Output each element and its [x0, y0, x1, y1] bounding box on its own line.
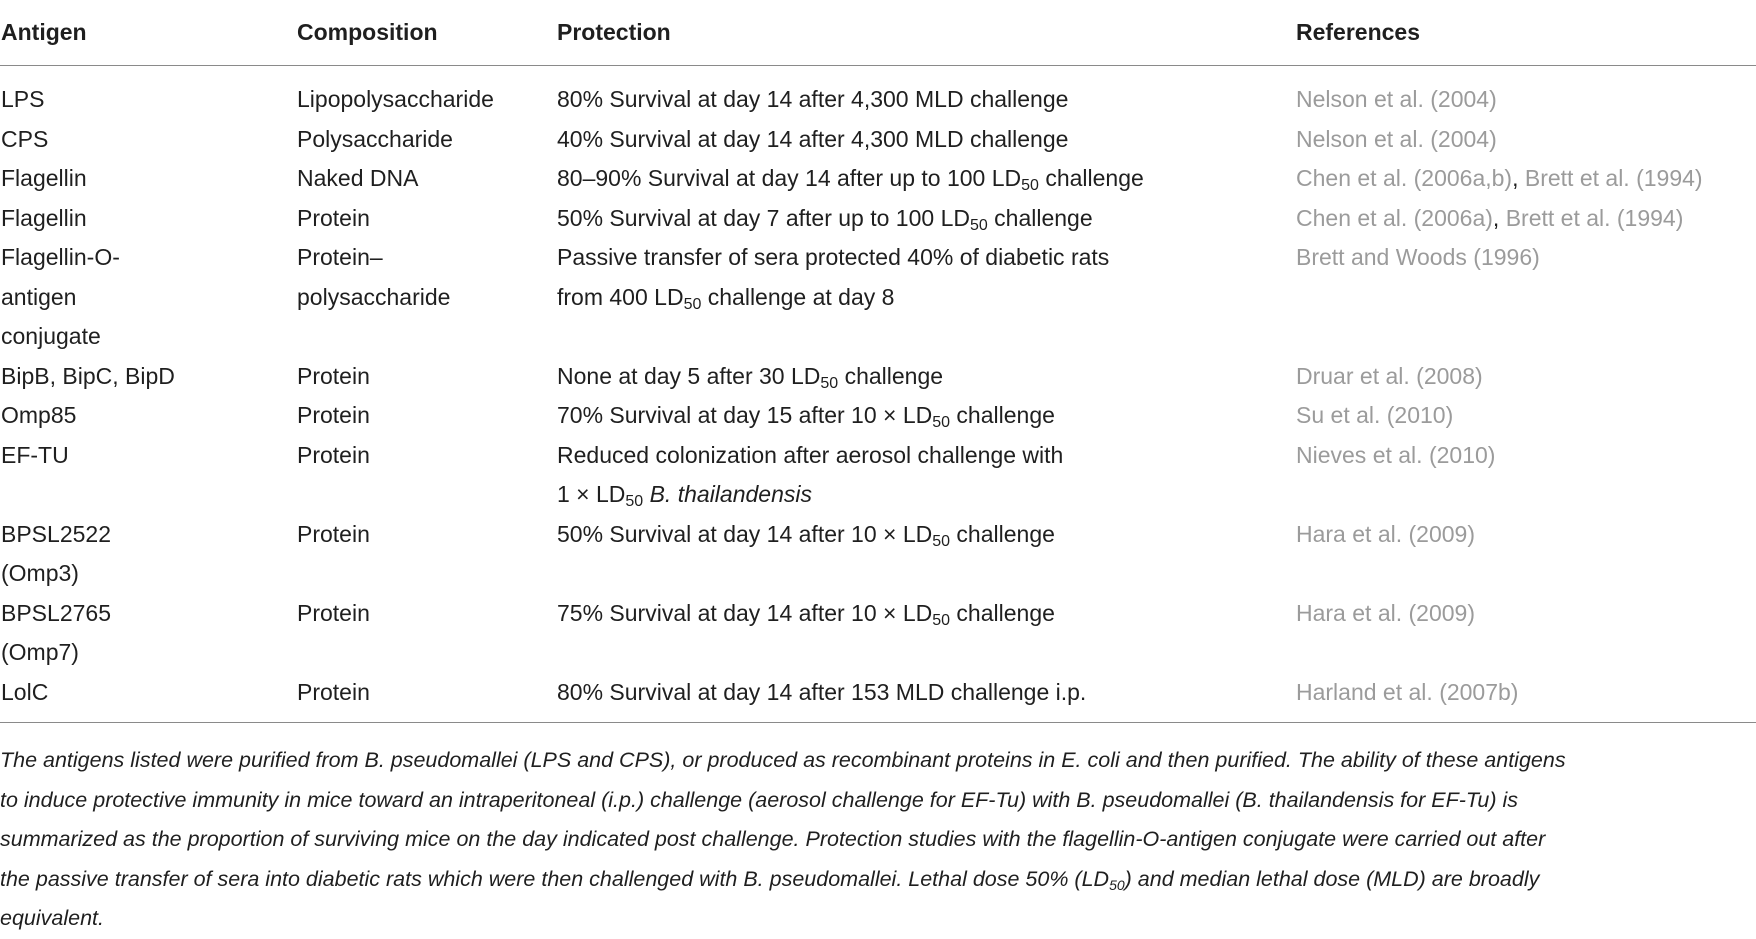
reference-cell: [1296, 357, 1756, 397]
table-row: [0, 396, 1756, 436]
antigen-cell: BPSL2522 (Omp3): [1, 520, 111, 586]
protection-cell: Passive transfer of sera protected 40% of diabetic rats from 400 $LD_{50}$ challenge at day 8: [557, 244, 1110, 313]
header-references: References: [1296, 19, 1421, 45]
antigen-cell: CPS: [1, 125, 49, 152]
reference-cell: Chen et al. (2006a), Brett et al. (1994): [1296, 204, 1684, 231]
protection-cell: Reduced colonization after aerosol challenge with $1 \times LD_{50}$ B. thailandensis: [557, 441, 1064, 510]
table-body: [0, 66, 1756, 712]
reference-cell: [1296, 80, 1756, 120]
composition-cell: Protein: [297, 441, 370, 468]
protection-cell: 75% Survival at day 14 after $10 \times LD_{50}$ challenge: [557, 599, 1055, 629]
reference-link[interactable]: Brett et al. (1994): [1524, 165, 1703, 191]
header-protection: Protection: [557, 19, 671, 45]
reference-cell: [1296, 120, 1756, 160]
table-row: [0, 120, 1756, 160]
antigen-cell: EF-TU: [1, 441, 69, 468]
antigen-cell: BPSL2765 (Omp7): [1, 599, 111, 665]
protection-cell: 80–90% Survival at day 14 after up to 100 $LD_{50}$ challenge: [557, 165, 1144, 194]
composition-cell: Protein: [297, 520, 370, 547]
antigen-cell: Flagellin-O- antigen conjugate: [1, 244, 120, 349]
reference-link[interactable]: Su et al. (2010): [1296, 402, 1454, 428]
table-row: [0, 159, 1756, 199]
table-row: [0, 515, 1756, 594]
composition-cell: Naked DNA: [297, 165, 419, 191]
reference-link[interactable]: Nelson et al. (2004): [1296, 125, 1497, 152]
reference-link[interactable]: Harland et al. (2007b): [1296, 678, 1519, 705]
composition-cell: Protein: [297, 402, 370, 428]
protection-cell: 80% Survival at day 14 after 4,300 MLD challenge: [557, 86, 1069, 112]
reference-link[interactable]: Chen et al. (2006a,b): [1296, 165, 1513, 191]
composition-cell: Lipopolysaccharide: [297, 86, 494, 112]
table-row: [0, 673, 1756, 713]
protection-cell: 50% Survival at day 7 after up to 100 $LD_{50}$ challenge: [557, 204, 1093, 234]
reference-cell: [1296, 594, 1756, 673]
antigen-cell: Omp85: [1, 402, 77, 428]
antigen-cell: BipB, BipC, BipD: [1, 362, 175, 389]
composition-cell: Protein: [297, 362, 370, 389]
protection-cell: 80% Survival at day 14 after 153 MLD challenge i.p.: [557, 678, 1087, 705]
composition-cell: Protein– polysaccharide: [297, 244, 451, 310]
reference-link[interactable]: Brett and Woods (1996): [1296, 244, 1540, 270]
composition-cell: Polysaccharide: [297, 125, 453, 152]
reference-link[interactable]: Brett et al. (1994): [1505, 204, 1684, 231]
table-bottom-rule: [0, 722, 1756, 723]
reference-link[interactable]: Chen et al. (2006a): [1296, 204, 1493, 231]
reference-link[interactable]: Hara et al. (2009): [1296, 599, 1475, 626]
table-header: [0, 0, 1756, 66]
antigen-cell: Flagellin: [1, 204, 87, 231]
table-row: [0, 199, 1756, 239]
table-row: [0, 357, 1756, 397]
reference-cell: Chen et al. (2006a,b), Brett et al. (1994): [1296, 165, 1703, 191]
composition-cell: Protein: [297, 678, 370, 705]
table-row: [0, 436, 1756, 515]
header-composition: Composition: [297, 19, 438, 45]
reference-cell: [1296, 673, 1756, 713]
reference-link[interactable]: Druar et al. (2008): [1296, 362, 1483, 389]
protection-cell: 70% Survival at day 15 after $10 \times LD_{50}$ challenge: [557, 402, 1055, 431]
composition-cell: Protein: [297, 204, 370, 231]
protection-cell: 40% Survival at day 14 after 4,300 MLD challenge: [557, 125, 1069, 152]
table-row: [0, 594, 1756, 673]
protection-cell: 50% Survival at day 14 after $10 \times LD_{50}$ challenge: [557, 520, 1055, 550]
reference-link[interactable]: Nelson et al. (2004): [1296, 86, 1497, 112]
antigen-cell: Flagellin: [1, 165, 87, 191]
antigen-cell: LPS: [1, 86, 45, 112]
table-row: [0, 80, 1756, 120]
reference-cell: [1296, 436, 1756, 515]
composition-cell: Protein: [297, 599, 370, 626]
reference-cell: [1296, 238, 1756, 357]
protection-cell: None at day 5 after 30 $LD_{50}$ challenge: [557, 362, 944, 392]
reference-link[interactable]: Hara et al. (2009): [1296, 520, 1475, 547]
reference-cell: [1296, 396, 1756, 436]
reference-link[interactable]: Nieves et al. (2010): [1296, 441, 1496, 468]
table-row: [0, 238, 1756, 357]
header-antigen: Antigen: [1, 19, 87, 45]
reference-cell: [1296, 515, 1756, 594]
table-footnote: The antigens listed were purified from B. pseudomallei (LPS and CPS), or produced as recombinant proteins in E. coli and then purified. The ability of these antigens to induce protective immunity in mice toward an intraperitoneal (i.p.) challenge (aerosol challenge for EF-Tu) with B. pseudomallei (B. thailandensis for EF-Tu) is summarized as the proportion of surviving mice on the day indicated post challenge. Protection studies with the flagellin-O-antigen conjugate were carried out after the passive transfer of sera into diabetic rats which were then challenged with B. pseudomallei. Lethal dose 50% $(LD_{50})$ and median lethal dose (MLD) are broadly equivalent.: [0, 748, 1566, 931]
antigen-cell: LolC: [1, 678, 49, 705]
